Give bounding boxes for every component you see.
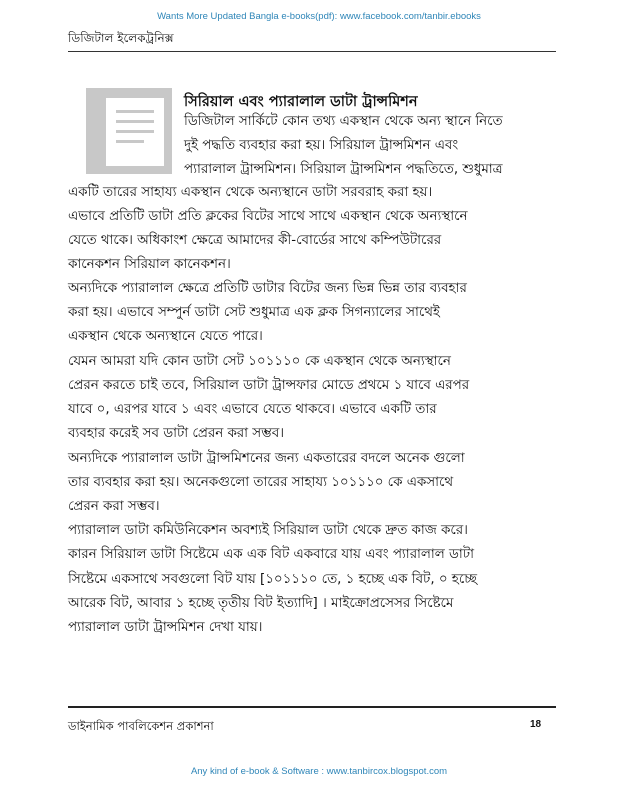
body-line: যেমন আমরা যদি কোন ডাটা সেট ১০১১১০ কে একস্থান থেকে অন্যস্থানে (68, 354, 451, 369)
top-banner[interactable]: Wants More Updated Bangla e-books(pdf): www.facebook.com/tanbir.ebooks (157, 11, 481, 22)
body-line: যেতে থাকে। অধিকাংশ ক্ষেত্রে আমাদের কী-বোর্ডের সাথে কম্পিউটারের (68, 233, 442, 248)
body-line: অন্যদিকে প্যারালাল ক্ষেত্রে প্রতিটি ডাটার বিটের জন্য ভিন্ন ভিন্ন তার ব্যবহার (68, 281, 467, 296)
body-line: কানেকশন সিরিয়াল কানেকশন। (68, 257, 231, 272)
section-title: সিরিয়াল এবং প্যারালাল ডাটা ট্রান্সমিশন (184, 94, 418, 110)
body-line: একটি তারের সাহায্য একস্থান থেকে অন্যস্থানে ডাটা সরবরাহ করা হয়। (68, 185, 433, 200)
body-line: প্রেরন করতে চাই তবে, সিরিয়াল ডাটা ট্রান্সফার মোডে প্রথমে ১ যাবে এরপর (68, 378, 470, 393)
body-line: তার ব্যবহার করা হয়। অনেকগুলো তারের সাহায্য ১০১১১০ কে একসাথে (68, 475, 454, 490)
body-line: প্যারালাল ট্রান্সমিশন। সিরিয়াল ট্রান্সমিশন পদ্ধতিতে, শুধুমাত্র (184, 162, 503, 177)
running-header: ডিজিটাল ইলেকট্রনিক্স (68, 31, 174, 45)
body-line: ব্যবহার করেই সব ডাটা প্রেরন করা সম্ভব। (68, 426, 284, 441)
body-line: অন্যদিকে প্যারালাল ডাটা ট্রান্সমিশনের জন্য একতারের বদলে অনেক গুলো (68, 451, 465, 466)
bottom-banner[interactable]: Any kind of e-book & Software : www.tanbircox.blogspot.com (190, 766, 448, 777)
body-line: একস্থান থেকে অন্যস্থানে যেতে পারে। (68, 329, 263, 344)
body-line: প্যারালাল ডাটা কমিউনিকেশন অবশ্যই সিরিয়াল ডাটা থেকে দ্রুত কাজ করে। (68, 523, 468, 538)
body-line: করা হয়। এভাবে সম্পুর্ন ডাটা সেট শুধুমাত্র এক ক্লক সিগন্যালের সাথেই (68, 305, 440, 320)
body-line: দুই পদ্ধতি ব্যবহার করা হয়। সিরিয়াল ট্রান্সমিশন এবং (184, 138, 459, 153)
body-line: সিষ্টেমে একসাথে সবগুলো বিট যায় [১০১১১০ তে, ১ হচ্ছে এক বিট, ০ হচ্ছে (68, 572, 477, 587)
body-line: প্যারালাল ডাটা ট্রান্সমিশন দেখা যায়। (68, 620, 263, 635)
footer-publisher: ডাইনামিক পাবলিকেশন প্রকাশনা (68, 719, 214, 733)
body-line: যাবে ০, এরপর যাবে ১ এবং এভাবে যেতে থাকবে। এভাবে একটি তার (68, 402, 437, 417)
body-line: প্রেরন করা সম্ভব। (68, 499, 160, 514)
page-number: 18 (530, 719, 542, 730)
body-line: আরেক বিট, আবার ১ হচ্ছে তৃতীয় বিট ইত্যাদি] । মাইক্রোপ্রসেসর সিষ্টেমে (68, 596, 454, 611)
body-line: ডিজিটাল সার্কিটে কোন তথ্য একস্থান থেকে অন্য স্থানে নিতে (184, 114, 503, 129)
footer-rule (68, 706, 556, 708)
body-line: কারন সিরিয়াল ডাটা সিষ্টেমে এক এক বিট একবারে যায় এবং প্যারালাল ডাটা (68, 547, 474, 562)
body-line: এভাবে প্রতিটি ডাটা প্রতি ক্লকের বিটের সাথে সাথে একস্থান থেকে অন্যস্থানে (68, 209, 468, 224)
